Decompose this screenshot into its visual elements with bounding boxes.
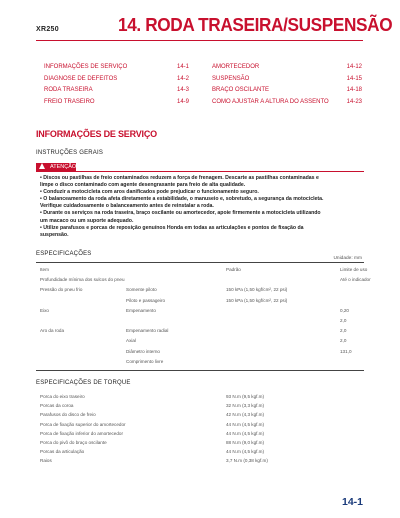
toc-item[interactable]: RODA TRASEIRA 14-3 (44, 87, 189, 93)
spec-row (40, 277, 371, 286)
spec-row (40, 338, 362, 347)
warning-line: Verifique cuidadosamente o balanceamento antes de reinstalar a roda. (40, 203, 214, 210)
torque-row (40, 449, 362, 458)
spec-cell: 0,20 (340, 307, 349, 313)
torque-cell: Porca de fixação inferior do amortecedor (40, 430, 123, 436)
torque-row (40, 440, 362, 449)
chapter-title: 14. RODA TRASEIRA/SUSPENSÃO (118, 14, 393, 35)
spec-cell: 2,0 (340, 318, 347, 323)
section-title: INFORMAÇÕES DE SERVIÇO (36, 129, 157, 139)
torque-cell: 3,7 N.m (0,38 kgf.m) (226, 458, 268, 464)
torque-row (40, 412, 362, 421)
warning-label: ATENÇÃO (50, 164, 77, 170)
spec-cell: 150 kPa (1,50 kgf/cm², 22 psi) (226, 287, 288, 293)
toc-right (212, 62, 362, 108)
spec-row (40, 267, 368, 276)
spec-row (40, 287, 362, 296)
warning-triangle-icon (39, 163, 45, 169)
spec-row (40, 359, 362, 368)
warning-line: • Conduzir a motocicleta com aros danificados pode prejudicar o funcionamento seguro. (40, 189, 259, 196)
torque-cell: Porcas da coroa (40, 403, 74, 409)
torque-row (40, 403, 362, 412)
model-code: XR250 (36, 26, 59, 33)
spec-cell: Axial (126, 338, 136, 344)
spec-row (40, 298, 362, 307)
spec-cell: Empenamento (126, 307, 156, 313)
spec-row (40, 308, 362, 317)
spec-cell: Pressão do pneu frio (40, 287, 83, 293)
spec-cell: Até o indicador (340, 277, 371, 283)
spec-cell: Item (40, 267, 49, 272)
toc-item[interactable]: FREIO TRASEIRO 14-9 (44, 98, 189, 105)
warning-tag (36, 163, 76, 171)
spec-cell: 150 kPa (1,50 kgf/cm², 22 psi) (226, 297, 288, 303)
spec-cell: 2,0 (340, 328, 347, 334)
warning-line: suspensão. (40, 231, 69, 238)
specs-unit: Unidade: mm (333, 256, 362, 261)
torque-row (40, 394, 362, 403)
toc-item[interactable]: COMO AJUSTAR A ALTURA DO ASSENTO 14-23 (212, 98, 362, 105)
spec-cell: 2,0 (340, 338, 347, 344)
page-number: 14-1 (341, 496, 363, 508)
spec-cell: Eixo (40, 307, 49, 313)
torque-row (40, 422, 362, 431)
warning-list (40, 175, 362, 239)
spec-row (40, 328, 362, 337)
spec-cell: Padrão (226, 267, 241, 272)
spec-cell: Piloto e passageiro (126, 297, 166, 303)
torque-cell: 32 N.m (3,3 kgf.m) (226, 403, 265, 409)
torque-cell: Parafusos do disco de freio (40, 412, 96, 418)
torque-cell: Porcas da articulação (40, 449, 85, 455)
torque-row (40, 431, 362, 440)
torque-row (40, 458, 362, 467)
toc-left (44, 62, 189, 108)
warning-line: • O balanceamento da roda afeta diretamente a estabilidade, o manuseio e, sobretudo, a segurança da motocicleta. (40, 196, 324, 203)
warning-line: • Utilize parafusos e porcas de reposição genuínos Honda em todas as articulações e pontos de fixação da (40, 224, 304, 231)
general-instructions-heading: INSTRUÇÕES GERAIS (36, 150, 104, 156)
torque-cell: 88 N.m (9,0 kgf.m) (226, 440, 265, 445)
toc-item[interactable]: DIAGNOSE DE DEFEITOS 14-2 (44, 75, 189, 82)
spec-cell: Somente piloto (126, 287, 157, 293)
toc-item[interactable]: SUSPENSÃO 14-15 (212, 75, 362, 82)
toc-item[interactable]: BRAÇO OSCILANTE 14-18 (212, 87, 362, 93)
toc-item[interactable]: AMORTECEDOR 14-12 (212, 64, 362, 70)
warning-bar (36, 163, 364, 172)
spec-cell: Diâmetro interno (126, 348, 160, 354)
toc-item[interactable]: INFORMAÇÕES DE SERVIÇO 14-1 (44, 64, 189, 70)
torque-cell: Porca de fixação superior do amortecedor (40, 421, 126, 427)
torque-cell: Raios (40, 458, 52, 464)
torque-cell: 44 N.m (4,5 kgf.m) (226, 421, 265, 427)
spec-cell: Limite de uso (340, 267, 368, 272)
torque-cell: Porca do eixo traseiro (40, 394, 85, 399)
specs-rule-top (36, 262, 364, 263)
torque-heading: ESPECIFICAÇÕES DE TORQUE (36, 380, 131, 386)
spec-cell: Comprimento livre (126, 358, 164, 364)
spec-cell: 131,0 (340, 348, 352, 354)
torque-cell: 44 N.m (4,5 kgf.m) (226, 449, 265, 455)
torque-cell: 44 N.m (4,5 kgf.m) (226, 430, 265, 436)
specs-heading: ESPECIFICAÇÕES (36, 251, 92, 257)
spec-cell: Profundidade mínima dos sulcos do pneu (40, 277, 125, 283)
warning-line: • Durante os serviços na roda traseira, braço oscilante ou amortecedor, apoie firmemente a motocicleta utilizando (40, 210, 321, 217)
warning-line: • Discos ou pastilhas de freio contaminados reduzem a força de frenagem. Descarte as pastilhas contaminadas e (40, 175, 319, 181)
torque-cell: 93 N.m (9,5 kgf.m) (226, 394, 265, 399)
warning-line: um macaco ou um suporte adequado. (40, 217, 134, 224)
torque-cell: Porca do pivô do braço oscilante (40, 440, 107, 445)
header-rule (36, 40, 363, 41)
spec-cell: Aro da roda (40, 328, 65, 334)
spec-cell: Empenamento radial (126, 328, 169, 334)
specs-rule-bottom (36, 370, 364, 371)
warning-line: limpe o disco contaminado com agente desengraxante para freio de alta qualidade. (40, 182, 246, 189)
torque-cell: 42 N.m (4,3 kgf.m) (226, 412, 265, 418)
spec-row (40, 318, 362, 327)
spec-row (40, 349, 362, 358)
